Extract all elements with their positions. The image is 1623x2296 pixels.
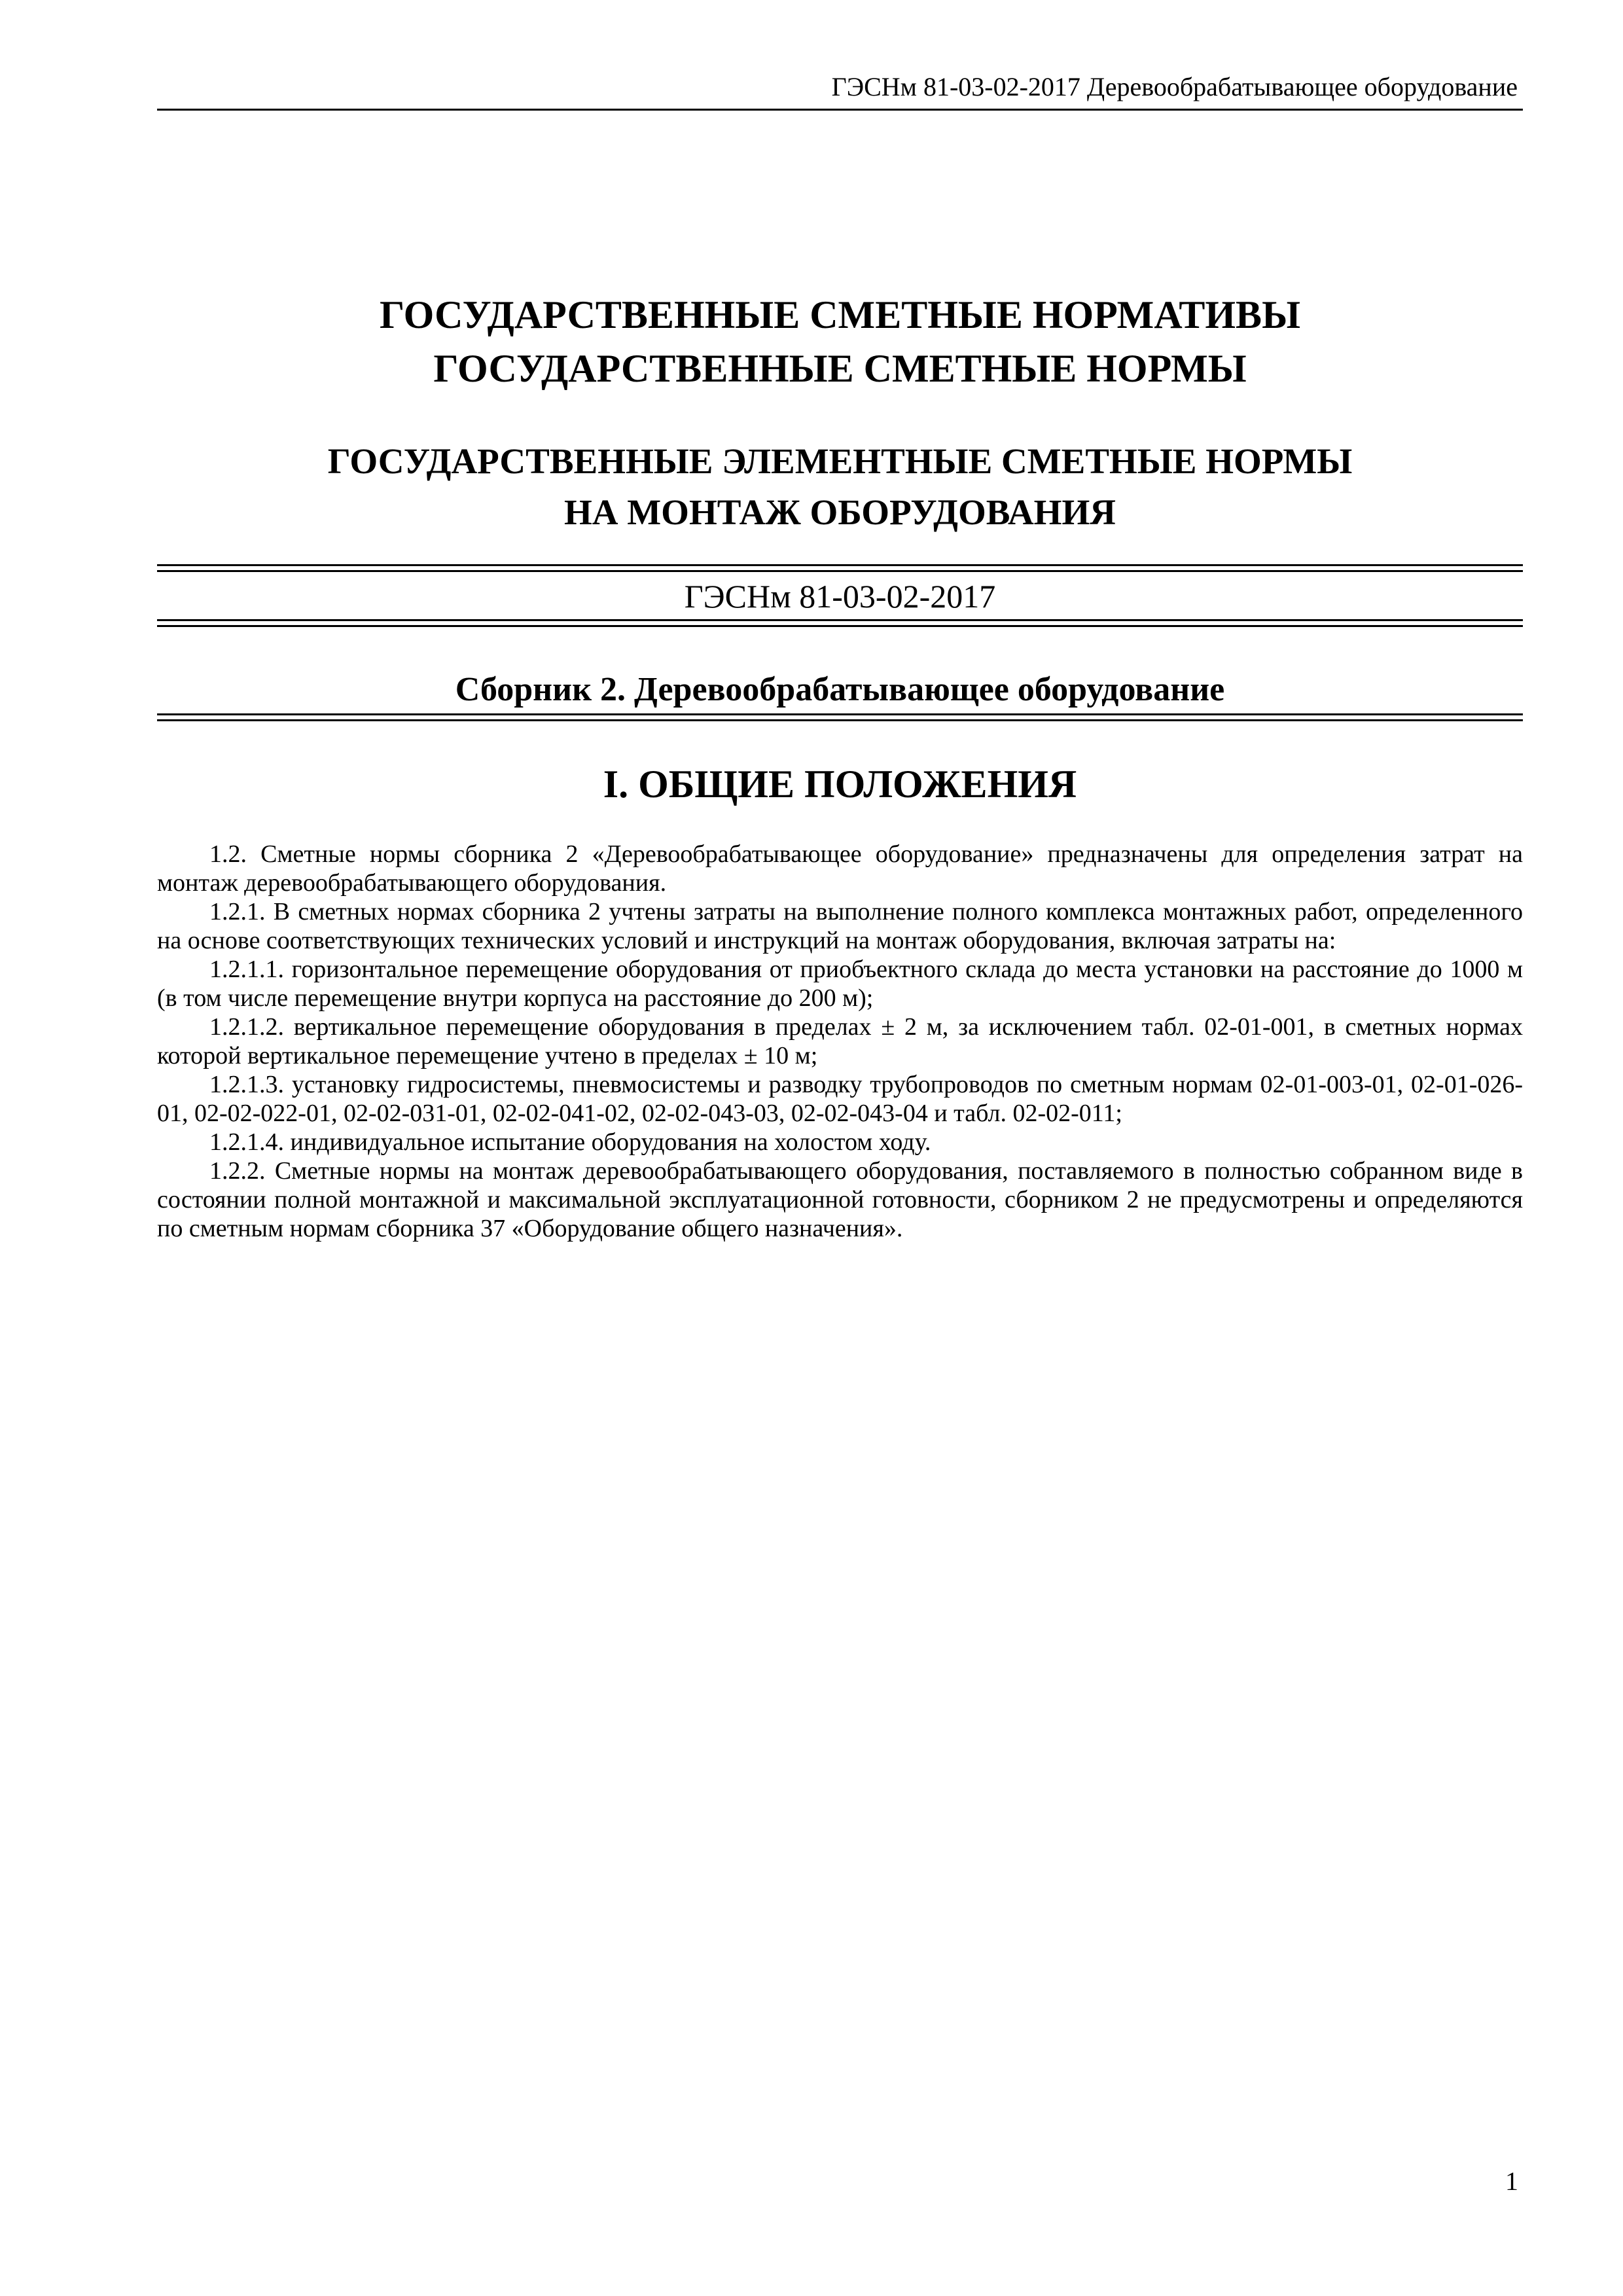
title-line-1: ГОСУДАРСТВЕННЫЕ СМЕТНЫЕ НОРМАТИВЫ	[379, 293, 1300, 336]
page-number: 1	[1505, 2166, 1518, 2196]
main-title	[157, 288, 1523, 395]
title-line-4: НА МОНТАЖ ОБОРУДОВАНИЯ	[564, 492, 1116, 532]
document-code: ГЭСНм 81-03-02-2017	[684, 578, 996, 615]
section-title: I. ОБЩИЕ ПОЛОЖЕНИЯ	[603, 762, 1077, 806]
paragraph: 1.2.1.3. установку гидросистемы, пневмосистемы и разводку трубопроводов по сметным нормам 02-01-003-01, 02-01-026-01, 02-02-022-01, 02-02-031-01, 02-02-041-02, 02-02-043-03, 02-02-043-04 и табл. 02-02-011;	[157, 1071, 1523, 1127]
paragraph: 1.2.2. Сметные нормы на монтаж деревообрабатывающего оборудования, поставляемого в полностью собранном виде в состоянии полной монтажной и максимальной эксплуатационной готовности, сборником 2 не предусмотрены и определяются по сметным нормам сборника 37 «Оборудование общего назначения».	[157, 1157, 1523, 1242]
paragraph: 1.2. Сметные нормы сборника 2 «Деревообрабатывающее оборудование» предназначены для определения затрат на монтаж деревообрабатывающего оборудования.	[157, 840, 1523, 897]
subtitle	[157, 436, 1523, 538]
title-line-2: ГОСУДАРСТВЕННЫЕ СМЕТНЫЕ НОРМЫ	[433, 347, 1247, 390]
double-rule-middle	[157, 619, 1523, 627]
double-rule-bottom	[157, 713, 1523, 721]
paragraph: 1.2.1.2. вертикальное перемещение оборудования в пределах ± 2 м, за исключением табл. 02-01-001, в сметных нормах которой вертикальное перемещение учтено в пределах ± 10 м;	[157, 1013, 1523, 1069]
collection-title: Сборник 2. Деревообрабатывающее оборудование	[455, 671, 1225, 708]
title-line-3: ГОСУДАРСТВЕННЫЕ ЭЛЕМЕНТНЫЕ СМЕТНЫЕ НОРМЫ	[327, 441, 1353, 481]
body-text	[157, 840, 1523, 1243]
paragraph: 1.2.1. В сметных нормах сборника 2 учтены затраты на выполнение полного комплекса монтажных работ, определенного на основе соответствующих технических условий и инструкций на монтаж оборудования, включая затраты на:	[157, 898, 1523, 954]
paragraph: 1.2.1.4. индивидуальное испытание оборудования на холостом ходу.	[209, 1128, 931, 1156]
header-rule	[157, 109, 1523, 111]
running-header: ГЭСНм 81-03-02-2017 Деревообрабатывающее оборудование	[831, 72, 1518, 101]
paragraph: 1.2.1.1. горизонтальное перемещение оборудования от приобъектного склада до места установки на расстояние до 1000 м (в том числе перемещение внутри корпуса на расстояние до 200 м);	[157, 956, 1523, 1012]
double-rule-top	[157, 564, 1523, 572]
